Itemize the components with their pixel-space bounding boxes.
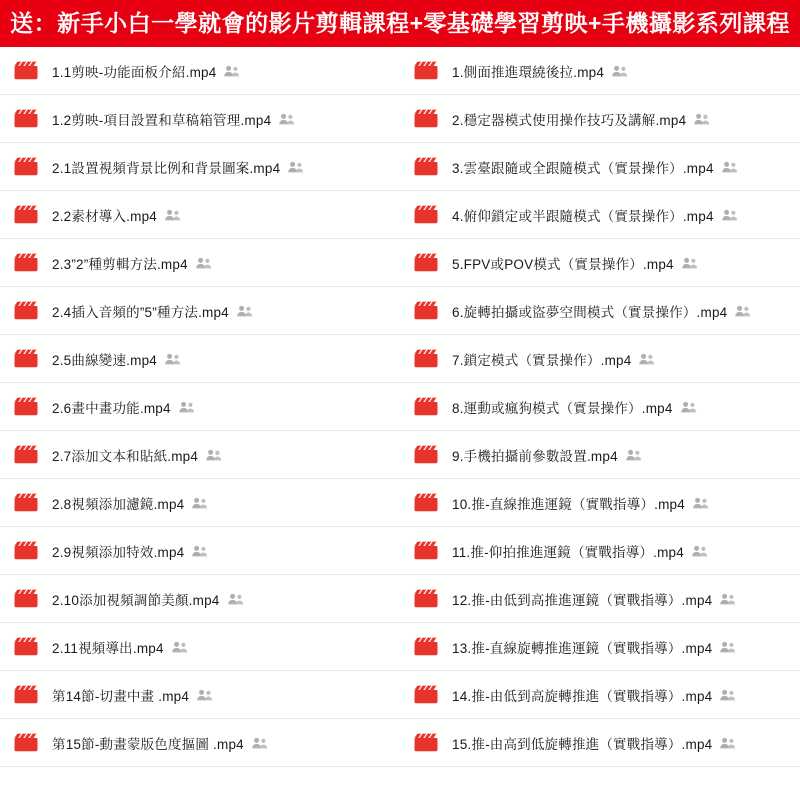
- list-item[interactable]: [400, 47, 800, 95]
- list-item[interactable]: [400, 287, 800, 335]
- clapperboard-icon: [414, 301, 438, 320]
- people-icon[interactable]: [692, 545, 708, 557]
- clapperboard-icon: [414, 253, 438, 272]
- clapperboard-icon: [14, 541, 38, 560]
- file-name: 2.7添加文本和貼紙.mp4: [52, 448, 199, 464]
- file-name: 5.FPV或POV模式（實景操作）.mp4: [452, 256, 674, 272]
- list-item[interactable]: [0, 239, 400, 287]
- clapperboard-icon: [414, 541, 438, 560]
- clapperboard-icon: [14, 157, 38, 176]
- list-item[interactable]: [400, 95, 800, 143]
- clapperboard-icon: [14, 637, 38, 656]
- people-icon[interactable]: [612, 65, 628, 77]
- right-file-list: [400, 47, 800, 767]
- people-icon[interactable]: [693, 497, 709, 509]
- file-columns: [0, 47, 800, 767]
- list-item[interactable]: [400, 719, 800, 767]
- list-item[interactable]: [400, 335, 800, 383]
- file-name: 2.5曲線變速.mp4: [52, 352, 157, 368]
- list-item[interactable]: [0, 335, 400, 383]
- people-icon[interactable]: [722, 209, 738, 221]
- people-icon[interactable]: [252, 737, 268, 749]
- file-name: 2.3”2”種剪輯方法.mp4: [52, 256, 188, 272]
- clapperboard-icon: [414, 733, 438, 752]
- page-title: 送：新手小白一學就會的影片剪輯課程+零基礎學習剪映+手機攝影系列課程: [0, 0, 800, 47]
- list-item[interactable]: [400, 575, 800, 623]
- people-icon[interactable]: [720, 593, 736, 605]
- file-name: 3.雲臺跟隨或全跟隨模式（實景操作）.mp4: [452, 160, 714, 176]
- people-icon[interactable]: [722, 161, 738, 173]
- people-icon[interactable]: [228, 593, 244, 605]
- clapperboard-icon: [414, 205, 438, 224]
- file-name: 15.推-由高到低旋轉推進（實戰指導）.mp4: [452, 736, 713, 752]
- clapperboard-icon: [14, 301, 38, 320]
- list-item[interactable]: [0, 479, 400, 527]
- list-item[interactable]: [0, 623, 400, 671]
- clapperboard-icon: [14, 205, 38, 224]
- list-item[interactable]: [0, 191, 400, 239]
- list-item[interactable]: [400, 191, 800, 239]
- list-item[interactable]: [0, 527, 400, 575]
- clapperboard-icon: [414, 61, 438, 80]
- list-item[interactable]: [0, 431, 400, 479]
- clapperboard-icon: [414, 349, 438, 368]
- clapperboard-icon: [14, 61, 38, 80]
- list-item[interactable]: [0, 47, 400, 95]
- clapperboard-icon: [414, 589, 438, 608]
- list-item[interactable]: [400, 383, 800, 431]
- clapperboard-icon: [14, 733, 38, 752]
- clapperboard-icon: [14, 493, 38, 512]
- people-icon[interactable]: [192, 545, 208, 557]
- people-icon[interactable]: [682, 257, 698, 269]
- clapperboard-icon: [14, 685, 38, 704]
- clapperboard-icon: [414, 109, 438, 128]
- people-icon[interactable]: [720, 737, 736, 749]
- list-item[interactable]: [400, 479, 800, 527]
- file-name: 1.2剪映-項目設置和草稿箱管理.mp4: [52, 112, 272, 128]
- list-item[interactable]: [400, 143, 800, 191]
- people-icon[interactable]: [694, 113, 710, 125]
- file-name: 7.鎖定模式（實景操作）.mp4: [452, 352, 632, 368]
- clapperboard-icon: [414, 493, 438, 512]
- file-name: 2.6畫中畫功能.mp4: [52, 400, 171, 416]
- people-icon[interactable]: [172, 641, 188, 653]
- file-name: 1.1剪映-功能面板介紹.mp4: [52, 64, 217, 80]
- file-name: 4.俯仰鎖定或半跟隨模式（實景操作）.mp4: [452, 208, 714, 224]
- file-name: 2.1設置視頻背景比例和背景圖案.mp4: [52, 160, 281, 176]
- file-name: 11.推-仰拍推進運鏡（實戰指導）.mp4: [452, 544, 684, 560]
- clapperboard-icon: [414, 685, 438, 704]
- people-icon[interactable]: [735, 305, 751, 317]
- people-icon[interactable]: [165, 353, 181, 365]
- people-icon[interactable]: [639, 353, 655, 365]
- clapperboard-icon: [14, 397, 38, 416]
- list-item[interactable]: [0, 95, 400, 143]
- file-name: 9.手機拍攝前參數設置.mp4: [452, 448, 618, 464]
- list-item[interactable]: [400, 671, 800, 719]
- file-name: 2.穩定器模式使用操作技巧及講解.mp4: [452, 112, 687, 128]
- people-icon[interactable]: [192, 497, 208, 509]
- file-name: 第15節-動畫蒙版色度摳圖 .mp4: [52, 736, 244, 752]
- list-item[interactable]: [400, 431, 800, 479]
- people-icon[interactable]: [197, 689, 213, 701]
- file-name: 13.推-直線旋轉推進運鏡（實戰指導）.mp4: [452, 640, 713, 656]
- list-item[interactable]: [400, 623, 800, 671]
- file-name: 12.推-由低到高推進運鏡（實戰指導）.mp4: [452, 592, 713, 608]
- list-item[interactable]: [0, 575, 400, 623]
- file-name: 1.側面推進環繞後拉.mp4: [452, 64, 605, 80]
- list-item[interactable]: [0, 719, 400, 767]
- clapperboard-icon: [14, 349, 38, 368]
- file-name: 第14節-切畫中畫 .mp4: [52, 688, 190, 704]
- file-name: 10.推-直線推進運鏡（實戰指導）.mp4: [452, 496, 685, 512]
- list-item[interactable]: [0, 287, 400, 335]
- list-item[interactable]: [400, 527, 800, 575]
- file-name: 2.11視頻導出.mp4: [52, 640, 164, 656]
- clapperboard-icon: [14, 253, 38, 272]
- people-icon[interactable]: [626, 449, 642, 461]
- clapperboard-icon: [14, 109, 38, 128]
- file-name: 2.2素材導入.mp4: [52, 208, 157, 224]
- list-item[interactable]: [0, 143, 400, 191]
- people-icon[interactable]: [720, 641, 736, 653]
- file-name: 6.旋轉拍攝或盜夢空間模式（實景操作）.mp4: [452, 304, 728, 320]
- people-icon[interactable]: [224, 65, 240, 77]
- clapperboard-icon: [414, 397, 438, 416]
- file-name: 8.運動或瘋狗模式（實景操作）.mp4: [452, 400, 673, 416]
- people-icon[interactable]: [206, 449, 222, 461]
- clapperboard-icon: [414, 637, 438, 656]
- file-name: 2.8視頻添加濾鏡.mp4: [52, 496, 185, 512]
- clapperboard-icon: [14, 589, 38, 608]
- people-icon[interactable]: [279, 113, 295, 125]
- people-icon[interactable]: [681, 401, 697, 413]
- people-icon[interactable]: [720, 689, 736, 701]
- list-item[interactable]: [0, 383, 400, 431]
- file-name: 14.推-由低到高旋轉推進（實戰指導）.mp4: [452, 688, 713, 704]
- people-icon[interactable]: [196, 257, 212, 269]
- list-item[interactable]: [0, 671, 400, 719]
- clapperboard-icon: [414, 445, 438, 464]
- people-icon[interactable]: [179, 401, 195, 413]
- left-file-list: [0, 47, 400, 767]
- people-icon[interactable]: [165, 209, 181, 221]
- clapperboard-icon: [414, 157, 438, 176]
- clapperboard-icon: [14, 445, 38, 464]
- file-name: 2.10添加視頻調節美顏.mp4: [52, 592, 220, 608]
- file-name: 2.9視頻添加特效.mp4: [52, 544, 185, 560]
- list-item[interactable]: [400, 239, 800, 287]
- people-icon[interactable]: [288, 161, 304, 173]
- file-name: 2.4插入音頻的”5”種方法.mp4: [52, 304, 229, 320]
- people-icon[interactable]: [237, 305, 253, 317]
